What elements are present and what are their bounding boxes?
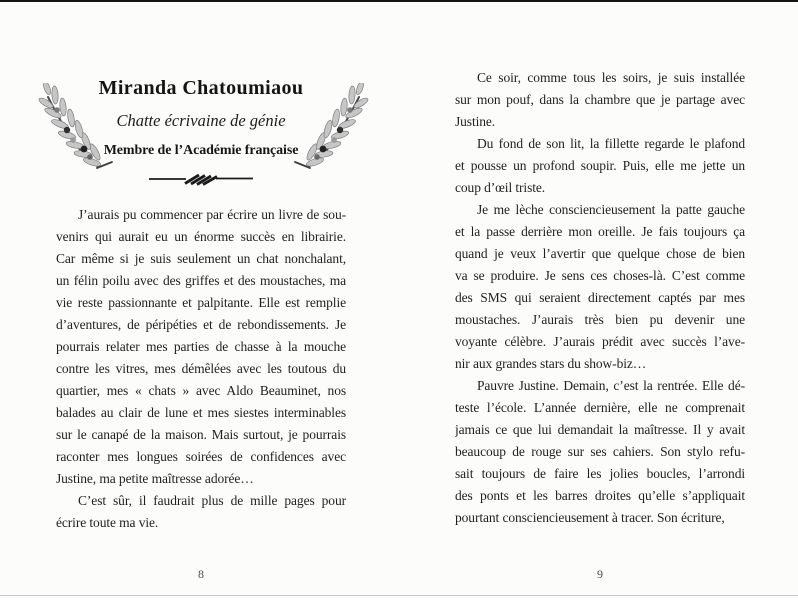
text-line: et pousse un profond soupir. Puis, elle me jette un bbox=[455, 158, 745, 173]
text-line: venirs qui aurait eu un énorme succès en librairie. bbox=[56, 229, 346, 244]
below-bottom-edge bbox=[0, 596, 798, 601]
text-line: d’aventures, de péripéties et de rebondissements. Je bbox=[56, 317, 346, 332]
text-line: teste l’école. L’année dernière, elle ne comprenait bbox=[455, 400, 745, 415]
text-line: voyante célèbre. J’aurais prédit avec succès l’ave- bbox=[455, 334, 745, 349]
paragraph bbox=[455, 133, 745, 199]
text-line: Justine, ma petite maîtresse adorée… bbox=[56, 471, 254, 486]
text-line: C’est sûr, il faudrait plus de mille pages pour bbox=[78, 493, 346, 508]
text-line: sur mon pouf, dans la chambre que je partage avec bbox=[455, 92, 745, 107]
author-affiliation: Membre de l’Académie française bbox=[103, 143, 299, 158]
text-line: vie reste passionnante et palpitante. Elle est remplie bbox=[56, 295, 346, 310]
paragraph bbox=[455, 375, 745, 529]
paragraph bbox=[455, 199, 745, 375]
text-line: J’aurais pu commencer par écrire un livre de sou- bbox=[78, 207, 346, 222]
text-line: jamais ce que lui demandait la maîtresse. Il y avait bbox=[455, 422, 745, 437]
text-line: quand je veux l’avertir que quelque chose de bien bbox=[455, 246, 745, 261]
text-line: nir aux grandes stars du show-biz… bbox=[455, 356, 647, 371]
text-line: coup d’œil triste. bbox=[455, 180, 546, 195]
text-line: sur le canapé de la maison. Mais surtout, je pourrais bbox=[56, 427, 346, 442]
text-line: beaucoup de rouge sur ses cahiers. Son stylo refu- bbox=[455, 444, 745, 459]
text-line: pourrais relater mes parties de chasse à la mouche bbox=[56, 339, 346, 354]
text-line: un félin poilu avec des griffes et des moustaches, ma bbox=[56, 273, 346, 288]
author-subtitle: Chatte écrivaine de génie bbox=[116, 111, 286, 130]
text-line: Je me lèche consciencieusement la patte gauche bbox=[477, 202, 745, 217]
text-line: des SMS qui seraient directement captés par mes bbox=[455, 290, 745, 305]
rope-flourish-divider-icon bbox=[56, 171, 346, 192]
text-line: Car même si je suis seulement un chat nonchalant, bbox=[56, 251, 346, 266]
book-right-page bbox=[455, 0, 745, 595]
text-line: et la passe derrière mon oreille. Je fais toujours ça bbox=[455, 224, 745, 239]
text-line: va se produire. Je sens ces choses-là. C’est comme bbox=[455, 268, 745, 283]
text-line: Ce soir, comme tous les soirs, je suis installée bbox=[477, 70, 745, 85]
text-line: quartier, mes « chats » avec Aldo Beauminet, nos bbox=[56, 383, 346, 398]
paragraph bbox=[455, 67, 745, 133]
text-line: balades au clair de lune et mes siestes interminables bbox=[56, 405, 346, 420]
left-page-body bbox=[56, 204, 346, 534]
text-line: contre les vitres, mes démêlées avec les toutous du bbox=[56, 361, 346, 376]
right-page-body bbox=[455, 67, 745, 529]
text-line: Justine. bbox=[455, 114, 496, 129]
text-line: sait toujours de faire les jolies boucles, l’arrondi bbox=[455, 466, 745, 481]
paragraph bbox=[56, 490, 346, 534]
text-line: pourtant consciencieusement à tracer. Son écriture, bbox=[455, 510, 725, 525]
left-page-number: 8 bbox=[198, 567, 204, 581]
text-line: Pauvre Justine. Demain, c’est la rentrée. Elle dé- bbox=[477, 378, 745, 393]
text-line: raconter mes longues soirées de confidences avec bbox=[56, 449, 346, 464]
right-page-number: 9 bbox=[597, 567, 603, 581]
paragraph bbox=[56, 204, 346, 490]
text-line: des ponts et les barres droites qu’elle s’appliquait bbox=[455, 488, 745, 503]
text-line: écrire toute ma vie. bbox=[56, 515, 159, 530]
book-left-page bbox=[56, 0, 346, 595]
text-line: moustaches. J’aurais très bien pu devenir une bbox=[455, 312, 745, 327]
text-line: Du fond de son lit, la fillette regarde le plafond bbox=[477, 136, 745, 151]
author-name: Miranda Chatoumiaou bbox=[98, 77, 304, 99]
